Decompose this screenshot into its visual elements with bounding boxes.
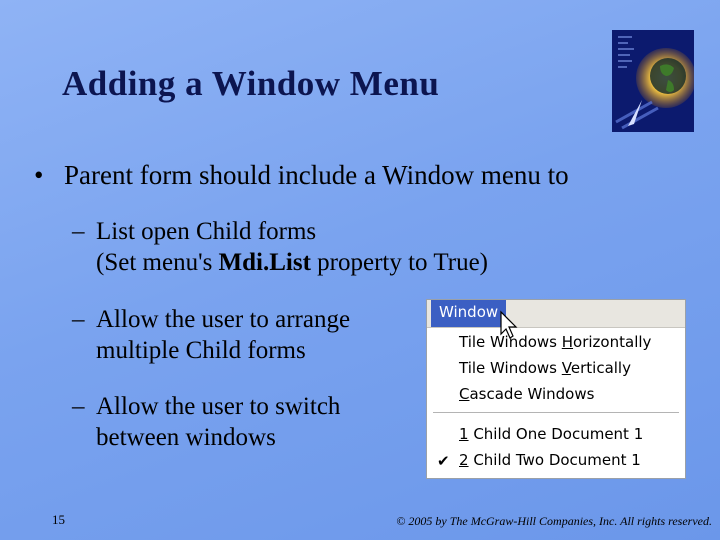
mdi-list-keyword: Mdi.List (218, 249, 311, 276)
window-menu-header[interactable]: Window (431, 300, 506, 327)
sub-bullet-line: Allow the user to arrange (96, 306, 351, 333)
sub-bullet-switch: – Allow the user to switch between windows (72, 393, 341, 451)
sub-bullet-line: multiple Child forms (96, 337, 306, 364)
menu-bar (427, 300, 685, 328)
sub-bullet-line: Allow the user to switch (96, 393, 341, 420)
sub-bullet-arrange: – Allow the user to arrange multiple Child forms (72, 306, 351, 364)
menu-item-cascade[interactable]: Cascade Windows (459, 385, 595, 403)
page-number: 15 (52, 512, 65, 527)
bullet-marker: • (34, 160, 44, 190)
window-menu-screenshot (426, 299, 686, 479)
bullet-text: Parent form should include a Window menu to (64, 160, 569, 190)
checkmark-icon: ✔ (437, 452, 450, 470)
sub-bullet-line: between windows (96, 424, 276, 451)
menu-item-tile-horizontal[interactable]: Tile Windows Horizontally (459, 333, 652, 351)
menu-item-child-one[interactable]: 1 Child One Document 1 (459, 425, 644, 443)
globe-logo-icon (612, 30, 694, 132)
menu-separator (433, 412, 679, 413)
copyright-notice: © 2005 by The McGraw-Hill Companies, Inc. All rights reserved. (396, 514, 712, 528)
menu-item-child-two[interactable]: 2 Child Two Document 1 (459, 451, 641, 469)
slide-title: Adding a Window Menu (62, 64, 440, 103)
sub-bullet-list-forms: – List open Child forms (Set menu's Mdi.List property to True) (72, 218, 488, 276)
main-bullet (34, 160, 569, 191)
sub-bullet-line: List open Child forms (96, 218, 317, 245)
menu-item-tile-vertical[interactable]: Tile Windows Vertically (459, 359, 631, 377)
